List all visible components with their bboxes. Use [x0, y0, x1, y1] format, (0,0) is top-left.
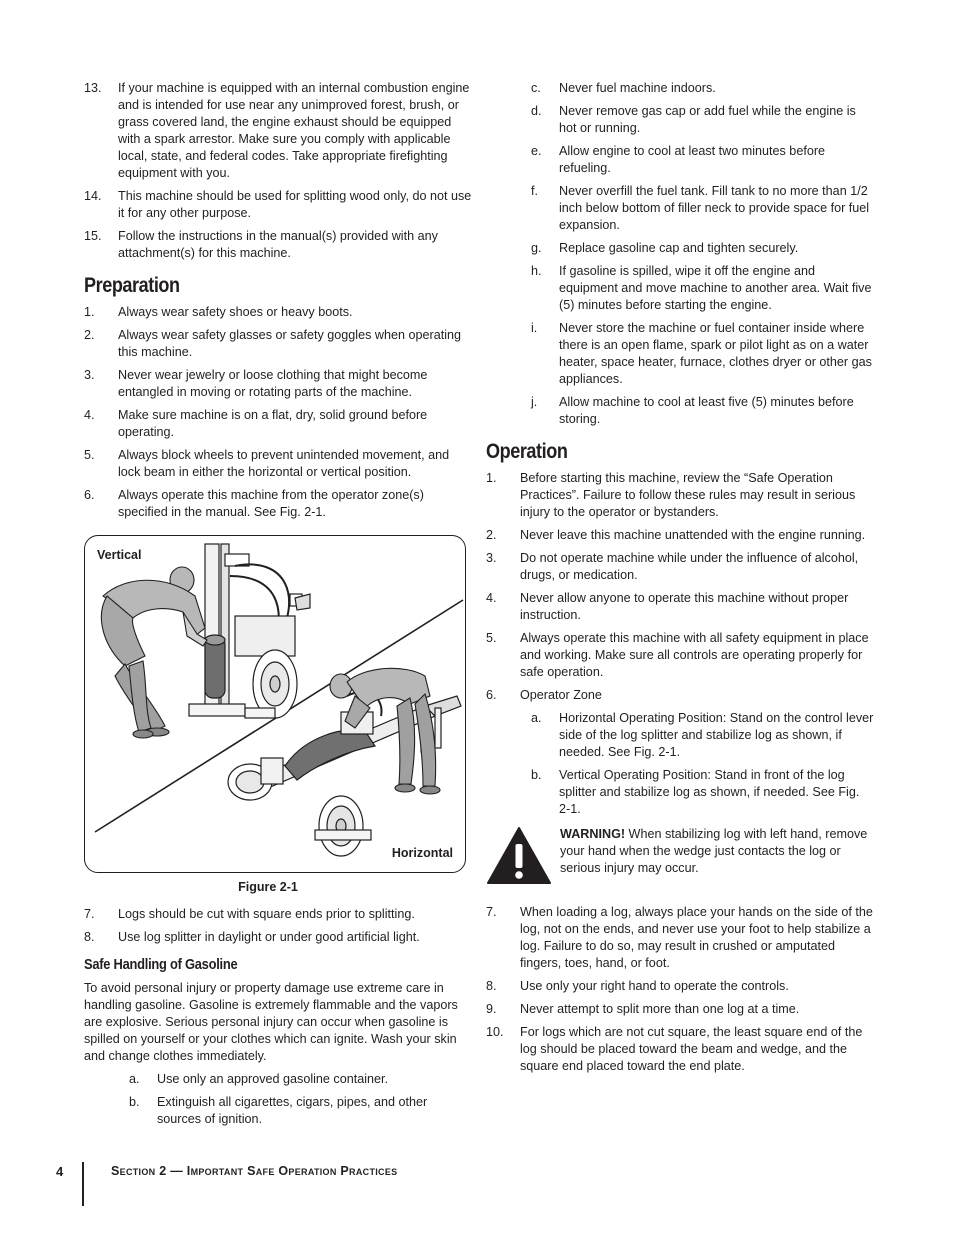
list-item	[84, 188, 472, 222]
list-item-text: If your machine is equipped with an internal combustion engine and is intended for use near any unimproved forest, brush, or grass covered land, the engine exhaust should be equipped with a spark arrestor. Make sure you comply with applicable local, state, and federal codes. Take appropriate firefighting equipment with you.	[118, 81, 470, 180]
list-item-text: If gasoline is spilled, wipe it off the engine and equipment and move machine to another area. Wait five (5) minutes before starting the engine.	[559, 264, 872, 312]
list-item-text: Logs should be cut with square ends prior to splitting.	[118, 907, 415, 921]
list-item-number: 5.	[84, 448, 95, 462]
list-item-number: 8.	[84, 930, 95, 944]
list-item-text: For logs which are not cut square, the least square end of the log should be placed toward the beam and wedge, and the square end placed toward the end plate.	[520, 1025, 863, 1073]
list-item-text: Make sure machine is on a flat, dry, solid ground before operating.	[118, 408, 428, 439]
operation-heading: Operation	[486, 440, 568, 463]
list-item	[486, 767, 874, 818]
list-item-number: 3.	[486, 551, 497, 565]
list-item-number: 4.	[486, 591, 497, 605]
list-item-text: Follow the instructions in the manual(s) provided with any attachment(s) for this machine.	[118, 229, 438, 260]
intro-list	[84, 80, 472, 262]
list-item-text: Replace gasoline cap and tighten securely.	[559, 241, 799, 255]
list-item	[486, 80, 874, 97]
list-item-number: b.	[129, 1095, 140, 1109]
list-item	[84, 80, 472, 182]
list-item-number: d.	[531, 104, 542, 118]
list-item-number: 7.	[84, 907, 95, 921]
list-item-text: Never allow anyone to operate this machine without proper instruction.	[520, 591, 849, 622]
list-item	[84, 487, 472, 521]
figure-label-vertical: Vertical	[97, 548, 142, 562]
list-item-number: 6.	[84, 488, 95, 502]
post-figure-list	[84, 906, 472, 946]
list-item	[486, 240, 874, 257]
page-number: 4	[56, 1164, 64, 1179]
list-item-text: Always wear safety shoes or heavy boots.	[118, 305, 353, 319]
gasoline-list-continued	[486, 80, 874, 428]
warning-label: WARNING!	[560, 827, 626, 841]
left-column	[84, 80, 472, 1134]
list-item	[486, 527, 874, 544]
list-item-number: 2.	[84, 328, 95, 342]
list-item	[486, 263, 874, 314]
list-item-text: Always operate this machine from the operator zone(s) specified in the manual. See Fig. 2-1.	[118, 488, 424, 519]
list-item-number: 14.	[84, 189, 102, 203]
list-item-text: Horizontal Operating Position: Stand on the control lever side of the log splitter and stabilize log as shown, if needed. See Fig. 2-1.	[559, 711, 874, 759]
list-item	[84, 929, 472, 946]
list-item-number: 1.	[486, 471, 497, 485]
list-item	[486, 1001, 874, 1018]
list-item	[84, 367, 472, 401]
list-item	[486, 687, 874, 704]
list-item-number: h.	[531, 264, 542, 278]
list-item-number: 3.	[84, 368, 95, 382]
list-item-number: e.	[531, 144, 542, 158]
preparation-list	[84, 304, 472, 521]
list-item-number: 2.	[486, 528, 497, 542]
list-item-number: 9.	[486, 1002, 497, 1016]
list-item-text: Vertical Operating Position: Stand in front of the log splitter and stabilize log as shown, if needed. See Fig. 2-1.	[559, 768, 860, 816]
list-item-text: Never wear jewelry or loose clothing that might become entangled in moving or rotating parts of the machine.	[118, 368, 428, 399]
list-item	[486, 550, 874, 584]
list-item-text: Extinguish all cigarettes, cigars, pipes, and other sources of ignition.	[157, 1095, 428, 1126]
list-item	[486, 320, 874, 388]
log-splitter-illustration	[85, 536, 465, 872]
list-item-text: Use log splitter in daylight or under good artificial light.	[118, 930, 420, 944]
list-item	[84, 906, 472, 923]
list-item-text: Before starting this machine, review the “Safe Operation Practices”. Failure to follow these rules may result in serious injury to the operator or bystanders.	[520, 471, 856, 519]
list-item-text: Use only an approved gasoline container.	[157, 1072, 389, 1086]
list-item-number: b.	[531, 768, 542, 782]
figure-label-horizontal: Horizontal	[391, 846, 453, 860]
list-item-number: 5.	[486, 631, 497, 645]
list-item-text: Never attempt to split more than one log at a time.	[520, 1002, 800, 1016]
list-item-number: c.	[531, 81, 541, 95]
list-item-text: Always operate this machine with all safety equipment in place and working. Make sure all controls are operating properly for safe operation.	[520, 631, 869, 679]
preparation-heading: Preparation	[84, 274, 180, 297]
operation-list	[486, 470, 874, 704]
list-item-text: Never leave this machine unattended with the engine running.	[520, 528, 866, 542]
gasoline-heading: Safe Handling of Gasoline	[84, 956, 238, 973]
section-title: Section 2 — Important Safe Operation Practices	[111, 1164, 398, 1178]
list-item	[486, 978, 874, 995]
warning-text: When stabilizing log with left hand, remove your hand when the wedge just contacts the log or serious injury may occur.	[560, 827, 868, 875]
list-item	[84, 327, 472, 361]
list-item-number: f.	[531, 184, 538, 198]
list-item	[486, 710, 874, 761]
list-item	[486, 183, 874, 234]
list-item	[486, 394, 874, 428]
list-item-number: 8.	[486, 979, 497, 993]
list-item-text: This machine should be used for splitting wood only, do not use it for any other purpose.	[118, 189, 472, 220]
list-item-text: Never remove gas cap or add fuel while the engine is hot or running.	[559, 104, 856, 135]
gasoline-intro: To avoid personal injury or property damage use extreme care in handling gasoline. Gasoline is extremely flammable and the vapors are explosive. Serious personal injury can occur when gasoline is spilled on yourself or your clothes which can ignite. Wash your skin and change clothes immediately.	[84, 981, 458, 1063]
list-item	[486, 1024, 874, 1075]
list-item-number: a.	[129, 1072, 140, 1086]
list-item	[84, 1071, 472, 1088]
list-item-number: 4.	[84, 408, 95, 422]
list-item-number: 1.	[84, 305, 95, 319]
list-item-number: 7.	[486, 905, 497, 919]
list-item-number: 10.	[486, 1025, 504, 1039]
list-item-text: Do not operate machine while under the influence of alcohol, drugs, or medication.	[520, 551, 859, 582]
list-item-text: Always block wheels to prevent unintended movement, and lock beam in either the horizontal or vertical position.	[118, 448, 450, 479]
list-item	[486, 630, 874, 681]
list-item	[84, 1094, 472, 1128]
list-item-text: Allow engine to cool at least two minutes before refueling.	[559, 144, 826, 175]
warning-box	[486, 826, 874, 886]
operation-list-continued	[486, 904, 874, 1075]
list-item-number: 15.	[84, 229, 102, 243]
list-item-text: Always wear safety glasses or safety goggles when operating this machine.	[118, 328, 462, 359]
list-item-text: Allow machine to cool at least five (5) minutes before storing.	[559, 395, 854, 426]
list-item	[486, 590, 874, 624]
list-item-text: Never store the machine or fuel container inside where there is an open flame, spark or pilot light as on a water heater, space heater, furnace, clothes dryer or other gas appliances.	[559, 321, 872, 386]
list-item	[84, 447, 472, 481]
list-item	[84, 407, 472, 441]
list-item-text: Never overfill the fuel tank. Fill tank to no more than 1/2 inch below bottom of filler neck to provide space for fuel expansion.	[559, 184, 870, 232]
list-item-number: j.	[531, 395, 538, 409]
list-item-text: Use only your right hand to operate the controls.	[520, 979, 789, 993]
list-item	[84, 304, 472, 321]
list-item-number: i.	[531, 321, 538, 335]
list-item-number: 13.	[84, 81, 102, 95]
list-item	[486, 143, 874, 177]
list-item-number: g.	[531, 241, 542, 255]
right-column	[486, 80, 874, 1081]
list-item	[486, 904, 874, 972]
warning-triangle-icon	[486, 826, 552, 886]
list-item-text: Never fuel machine indoors.	[559, 81, 716, 95]
list-item-text: When loading a log, always place your hands on the side of the log, not on the ends, and never use your foot to help stabilize a log. Failure to do so, may result in crushed or amputated fingers, toes, hand, or foot.	[520, 905, 873, 970]
list-item	[486, 103, 874, 137]
vertical-log-splitter	[189, 544, 310, 718]
list-item	[486, 470, 874, 521]
figure-2-1	[84, 535, 466, 873]
list-item-number: a.	[531, 711, 542, 725]
list-item-text: Operator Zone	[520, 688, 602, 702]
list-item	[84, 228, 472, 262]
gasoline-list	[84, 1071, 472, 1128]
footer-divider	[82, 1162, 84, 1206]
list-item-number: 6.	[486, 688, 497, 702]
figure-caption: Figure 2-1	[238, 880, 298, 894]
operator-zone-list	[486, 710, 874, 818]
